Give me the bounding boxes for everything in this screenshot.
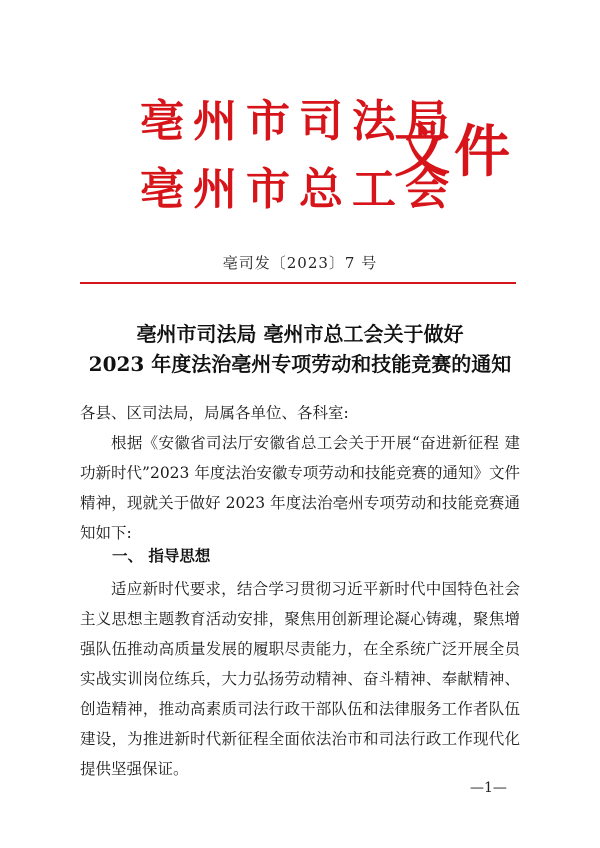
paragraph-guiding-thought: 适应新时代要求，结合学习贯彻习近平新时代中国特色社会主义思想主题教育活动安排，聚焦用创新理论凝心铸魂，聚焦增强队伍推动高质量发展的履职尽责能力，在全系统广泛开展全员实战实训岗位练兵，大力弘扬劳动精神、奋斗精神、奉献精神、创造精神，推动高素质司法行政干部队伍和法律服务工作者队伍建设，为推进新时代新征程全面依法治市和司法行政工作现代化提供坚强保证。 <box>80 580 520 778</box>
issuer-trade-union: 亳州市总工会 <box>140 164 458 215</box>
document-title-line-1: 亳州市司法局 亳州市总工会关于做好 <box>136 322 464 346</box>
document-number: 亳司发〔2023〕7 号 <box>222 254 378 272</box>
paragraph-intro: 根据《安徽省司法厅安徽省总工会关于开展“奋进新征程 建功新时代”2023 年度法治安徽专项劳动和技能竞赛的通知》文件精神，现就关于做好 2023 年度法治亳州专项劳动和技能竞赛通知如下: <box>80 434 520 542</box>
addressee: 各县、区司法局，局属各单位、各科室: <box>80 404 349 422</box>
issuer-justice-bureau: 亳州市司法局 <box>140 96 458 147</box>
red-separator-line <box>80 282 516 284</box>
page-number: —1— <box>470 780 507 796</box>
document-word: 文件 <box>394 119 514 185</box>
document-title-line-2: 2023 年度法治亳州专项劳动和技能竞赛的通知 <box>88 352 512 376</box>
red-header <box>0 0 600 240</box>
section-heading-guiding-thought: 一、 指导思想 <box>112 547 211 565</box>
